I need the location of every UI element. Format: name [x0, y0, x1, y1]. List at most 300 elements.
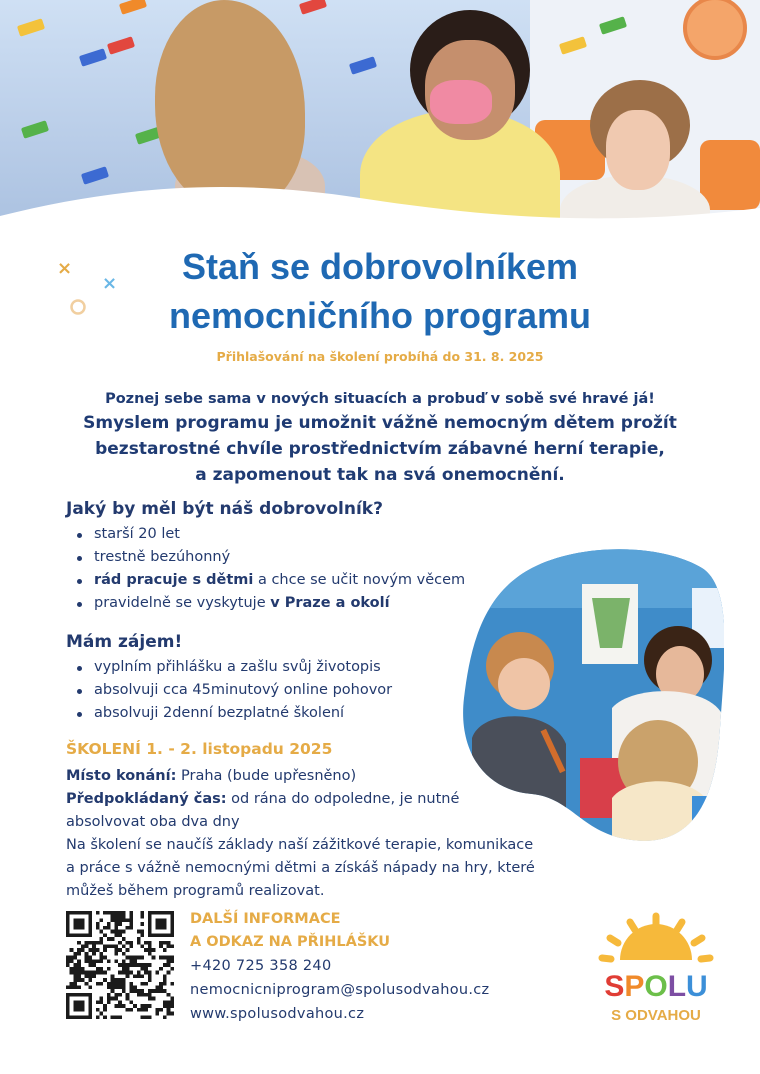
qr-module — [118, 993, 122, 997]
qr-module — [111, 937, 115, 941]
qr-module — [77, 974, 81, 978]
qr-module — [148, 993, 152, 997]
qr-module — [70, 967, 74, 971]
qr-module — [122, 989, 126, 993]
qr-module — [163, 1000, 167, 1004]
qr-module — [129, 1008, 133, 1012]
qr-module — [114, 930, 118, 934]
qr-module — [159, 967, 163, 971]
qr-module — [114, 915, 118, 919]
qr-module — [85, 941, 89, 945]
qr-module — [167, 1008, 171, 1012]
training-place — [66, 765, 626, 788]
qr-module — [137, 974, 141, 978]
intro-line: a zapomenout tak na svá onemocnění. — [195, 465, 565, 485]
qr-module — [118, 915, 122, 919]
qr-module — [96, 911, 100, 915]
qr-module — [144, 963, 148, 967]
list-item-bold: v Praze a okolí — [270, 595, 390, 611]
qr-module — [70, 971, 74, 975]
qr-module — [137, 963, 141, 967]
list-item — [76, 656, 392, 679]
logo-word-s-odvahou: S ODVAHOU — [611, 1007, 701, 1024]
qr-module — [159, 1008, 163, 1012]
qr-module — [66, 959, 70, 963]
qr-module — [118, 922, 122, 926]
qr-module — [118, 911, 122, 915]
qr-module — [103, 978, 107, 982]
qr-module — [129, 1000, 133, 1004]
qr-module — [100, 997, 104, 1001]
qr-module — [100, 959, 104, 963]
qr-module — [129, 959, 133, 963]
qr-module — [103, 948, 107, 952]
qr-module — [114, 911, 118, 915]
qr-module — [140, 956, 144, 960]
qr-module — [77, 941, 81, 945]
qr-module — [152, 997, 156, 1001]
qr-module — [126, 956, 130, 960]
qr-module — [126, 997, 130, 1001]
qr-module — [152, 989, 156, 993]
qr-module — [81, 948, 85, 952]
qr-module — [122, 1004, 126, 1008]
qr-module — [103, 911, 107, 915]
qr-module — [100, 941, 104, 945]
qr-module — [129, 915, 133, 919]
qr-module — [96, 971, 100, 975]
qr-module — [133, 959, 137, 963]
title-line: nemocničního programu — [168, 295, 592, 336]
header-wave — [0, 168, 760, 238]
volunteer-list — [76, 523, 465, 615]
qr-module — [103, 1004, 107, 1008]
qr-module — [122, 963, 126, 967]
qr-module — [148, 989, 152, 993]
photo-confetti — [299, 0, 327, 15]
training-desc: a práce s vážně nemocnými dětmi a získáš nápady na hry, které — [66, 860, 535, 876]
qr-module — [167, 1000, 171, 1004]
qr-module — [77, 971, 81, 975]
qr-module — [114, 922, 118, 926]
qr-module — [114, 948, 118, 952]
qr-module — [170, 959, 174, 963]
qr-module — [118, 930, 122, 934]
qr-module — [118, 948, 122, 952]
qr-module — [148, 945, 152, 949]
qr-module — [129, 982, 133, 986]
qr-module — [159, 941, 163, 945]
list-item — [76, 523, 465, 546]
qr-module — [122, 915, 126, 919]
qr-module — [73, 974, 77, 978]
qr-module — [159, 982, 163, 986]
qr-module — [96, 1015, 100, 1019]
qr-module — [114, 993, 118, 997]
qr-module — [148, 974, 152, 978]
qr-module — [96, 926, 100, 930]
photo-confetti — [21, 120, 49, 138]
qr-module — [107, 926, 111, 930]
qr-module — [133, 1004, 137, 1008]
qr-module — [129, 922, 133, 926]
qr-module — [163, 974, 167, 978]
qr-module — [92, 963, 96, 967]
list-item-text: absolvuji cca 45minutový online pohovor — [94, 682, 393, 698]
qr-module — [88, 959, 92, 963]
qr-module — [96, 948, 100, 952]
qr-module — [77, 959, 81, 963]
qr-module — [140, 933, 144, 937]
qr-module — [144, 1008, 148, 1012]
qr-module — [159, 956, 163, 960]
qr-module — [111, 918, 115, 922]
qr-module — [114, 933, 118, 937]
qr-module — [111, 997, 115, 1001]
qr-module — [96, 982, 100, 986]
qr-module — [163, 978, 167, 982]
qr-module — [137, 956, 141, 960]
qr-module — [111, 1015, 115, 1019]
qr-module — [114, 1015, 118, 1019]
qr-module — [140, 1004, 144, 1008]
qr-module — [96, 959, 100, 963]
qr-module — [118, 982, 122, 986]
qr-module — [96, 941, 100, 945]
qr-module — [137, 930, 141, 934]
qr-module — [163, 1015, 167, 1019]
qr-module — [144, 967, 148, 971]
training-time-cont: absolvovat oba dva dny — [66, 814, 240, 830]
qr-module — [111, 930, 115, 934]
qr-module — [126, 941, 130, 945]
qr-module — [81, 971, 85, 975]
list-item-text: starší 20 let — [94, 526, 180, 542]
qr-module — [170, 1004, 174, 1008]
qr-module — [92, 971, 96, 975]
qr-module — [107, 937, 111, 941]
qr-module — [73, 918, 84, 929]
qr-module — [118, 1004, 122, 1008]
qr-module — [100, 1000, 104, 1004]
qr-module — [103, 926, 107, 930]
qr-module — [107, 1000, 111, 1004]
qr-module — [126, 971, 130, 975]
qr-module — [167, 1004, 171, 1008]
qr-module — [167, 959, 171, 963]
qr-module — [163, 989, 167, 993]
qr-module — [111, 911, 115, 915]
qr-module — [122, 978, 126, 982]
qr-module — [126, 993, 130, 997]
qr-module — [148, 948, 152, 952]
photo-confetti — [79, 48, 107, 66]
qr-module — [137, 941, 141, 945]
qr-module — [140, 930, 144, 934]
qr-module — [167, 945, 171, 949]
qr-module — [66, 956, 70, 960]
qr-module — [107, 959, 111, 963]
qr-module — [137, 971, 141, 975]
qr-module — [122, 967, 126, 971]
qr-module — [122, 918, 126, 922]
qr-module — [122, 952, 126, 956]
intro-line: Poznej sebe sama v nových situacích a probuď v sobě své hravé já! — [105, 391, 655, 407]
contact-heading: DALŠÍ INFORMACE — [190, 911, 341, 927]
interest-heading: Mám zájem! — [66, 632, 183, 652]
qr-module — [155, 1008, 159, 1012]
qr-module — [167, 956, 171, 960]
qr-module — [85, 971, 89, 975]
qr-module — [148, 963, 152, 967]
qr-module — [118, 1015, 122, 1019]
qr-module — [163, 982, 167, 986]
list-item — [76, 592, 465, 615]
qr-module — [129, 941, 133, 945]
training-title: ŠKOLENÍ 1. - 2. listopadu 2025 — [66, 740, 333, 758]
qr-module — [129, 911, 133, 915]
qr-module — [73, 978, 77, 982]
qr-module — [77, 978, 81, 982]
qr-module — [155, 1012, 159, 1016]
qr-module — [107, 985, 111, 989]
qr-module — [92, 974, 96, 978]
contact-heading: A ODKAZ NA PŘIHLÁŠKU — [190, 934, 391, 950]
qr-module — [148, 1015, 152, 1019]
qr-module — [73, 963, 77, 967]
qr-module — [111, 978, 115, 982]
qr-module — [88, 974, 92, 978]
qr-module — [118, 971, 122, 975]
qr-module — [100, 918, 104, 922]
qr-module — [170, 956, 174, 960]
qr-module — [148, 971, 152, 975]
training-desc: Na školení se naučíš základy naší zážitkové terapie, komunikace — [66, 837, 534, 853]
qr-module — [77, 952, 81, 956]
qr-module — [70, 985, 74, 989]
qr-module — [114, 985, 118, 989]
qr-module — [111, 989, 115, 993]
qr-module — [129, 926, 133, 930]
qr-module — [114, 978, 118, 982]
qr-module — [81, 945, 85, 949]
qr-module — [118, 985, 122, 989]
qr-module — [100, 952, 104, 956]
title-line: Staň se dobrovolníkem — [181, 246, 579, 287]
qr-module — [92, 948, 96, 952]
contact-website[interactable]: www.spolusodvahou.cz — [190, 1006, 365, 1022]
qr-module — [70, 956, 74, 960]
qr-module — [126, 926, 130, 930]
qr-module — [66, 963, 70, 967]
qr-module — [111, 945, 115, 949]
intro-line: Smyslem programu je umožnit vážně nemocným dětem prožít — [83, 413, 677, 433]
training-time-value: od rána do odpoledne, je nutné — [226, 791, 460, 807]
qr-module — [129, 985, 133, 989]
qr-module — [73, 985, 77, 989]
registration-deadline: Přihlašování na školení probíhá do 31. 8. 2025 — [216, 349, 544, 364]
qr-module — [114, 952, 118, 956]
spolu-s-odvahou-logo — [590, 910, 720, 1028]
qr-module — [100, 937, 104, 941]
logo-word-spolu: SPOLU — [604, 970, 708, 1003]
qr-module — [66, 985, 70, 989]
qr-module — [100, 982, 104, 986]
qr-module — [92, 952, 96, 956]
qr-module — [137, 989, 141, 993]
list-item-bold: rád pracuje s dětmi — [94, 572, 254, 588]
qr-module — [148, 1004, 152, 1008]
qr-module — [126, 948, 130, 952]
decor-cross-icon: × — [102, 273, 118, 294]
list-item — [76, 702, 392, 725]
qr-module — [140, 963, 144, 967]
qr-module — [85, 959, 89, 963]
qr-module — [148, 978, 152, 982]
qr-module — [137, 937, 141, 941]
qr-code[interactable] — [66, 911, 174, 1019]
qr-module — [107, 922, 111, 926]
qr-module — [81, 967, 85, 971]
qr-module — [107, 982, 111, 986]
list-item-text: pravidelně se vyskytuje — [94, 595, 271, 611]
qr-module — [148, 997, 152, 1001]
qr-module — [111, 985, 115, 989]
qr-module — [77, 948, 81, 952]
qr-module — [133, 963, 137, 967]
qr-module — [111, 982, 115, 986]
training-time — [66, 788, 626, 811]
qr-module — [122, 930, 126, 934]
qr-module — [88, 956, 92, 960]
qr-module — [77, 963, 81, 967]
qr-module — [85, 982, 89, 986]
qr-module — [159, 989, 163, 993]
list-item-text: trestně bezúhonný — [94, 549, 231, 565]
qr-module — [73, 956, 77, 960]
qr-module — [92, 945, 96, 949]
qr-module — [85, 952, 89, 956]
qr-module — [96, 1008, 100, 1012]
qr-module — [107, 993, 111, 997]
qr-module — [122, 985, 126, 989]
qr-module — [73, 967, 77, 971]
qr-module — [163, 963, 167, 967]
decor-cross-icon: × — [57, 258, 73, 279]
page-title — [0, 242, 760, 340]
qr-module — [107, 997, 111, 1001]
qr-module — [148, 952, 152, 956]
qr-module — [70, 959, 74, 963]
contact-email[interactable]: nemocnicniprogram@spolusodvahou.cz — [190, 982, 490, 998]
qr-module — [122, 911, 126, 915]
qr-module — [118, 941, 122, 945]
contact-phone[interactable]: +420 725 358 240 — [190, 958, 332, 974]
qr-module — [107, 911, 111, 915]
qr-module — [129, 989, 133, 993]
qr-module — [167, 1012, 171, 1016]
qr-module — [144, 993, 148, 997]
qr-module — [118, 963, 122, 967]
qr-module — [100, 930, 104, 934]
list-item-text: absolvuji 2denní bezplatné školení — [94, 705, 345, 721]
qr-module — [140, 967, 144, 971]
qr-module — [144, 1015, 148, 1019]
list-item — [76, 679, 392, 702]
qr-module — [129, 971, 133, 975]
qr-module — [133, 974, 137, 978]
qr-module — [140, 911, 144, 915]
qr-module — [88, 941, 92, 945]
qr-module — [96, 1000, 100, 1004]
qr-module — [126, 1008, 130, 1012]
qr-module — [170, 967, 174, 971]
qr-module — [88, 948, 92, 952]
qr-module — [144, 971, 148, 975]
qr-module — [129, 918, 133, 922]
qr-module — [167, 971, 171, 975]
qr-module — [152, 948, 156, 952]
qr-module — [159, 945, 163, 949]
photo-confetti — [17, 18, 45, 36]
contact-block — [190, 908, 489, 1026]
qr-module — [170, 1012, 174, 1016]
volunteer-heading: Jaký by měl být náš dobrovolník? — [66, 499, 383, 519]
qr-module — [140, 974, 144, 978]
intro-line: bezstarostné chvíle prostřednictvím zábavné herní terapie, — [95, 439, 665, 459]
photo-confetti — [119, 0, 147, 15]
qr-module — [144, 1004, 148, 1008]
qr-module — [144, 941, 148, 945]
qr-module — [170, 1000, 174, 1004]
qr-module — [129, 963, 133, 967]
qr-module — [73, 952, 77, 956]
qr-module — [114, 918, 118, 922]
qr-module — [114, 959, 118, 963]
qr-module — [148, 941, 152, 945]
qr-module — [114, 997, 118, 1001]
qr-module — [163, 941, 167, 945]
qr-module — [88, 985, 92, 989]
qr-module — [155, 918, 166, 929]
qr-module — [96, 922, 100, 926]
qr-module — [73, 971, 77, 975]
qr-module — [88, 978, 92, 982]
qr-module — [103, 956, 107, 960]
qr-module — [118, 933, 122, 937]
qr-module — [144, 982, 148, 986]
photo-confetti — [107, 36, 135, 54]
qr-module — [163, 948, 167, 952]
training-desc: můžeš během programů realizovat. — [66, 883, 325, 899]
qr-module — [137, 1008, 141, 1012]
qr-module — [129, 945, 133, 949]
qr-module — [118, 978, 122, 982]
qr-module — [170, 997, 174, 1001]
qr-module — [122, 945, 126, 949]
qr-module — [155, 985, 159, 989]
qr-module — [152, 956, 156, 960]
qr-module — [88, 971, 92, 975]
interest-list — [76, 656, 392, 725]
qr-module — [126, 918, 130, 922]
qr-module — [100, 956, 104, 960]
qr-module — [167, 963, 171, 967]
qr-module — [114, 945, 118, 949]
qr-module — [85, 974, 89, 978]
qr-module — [111, 974, 115, 978]
qr-module — [85, 956, 89, 960]
